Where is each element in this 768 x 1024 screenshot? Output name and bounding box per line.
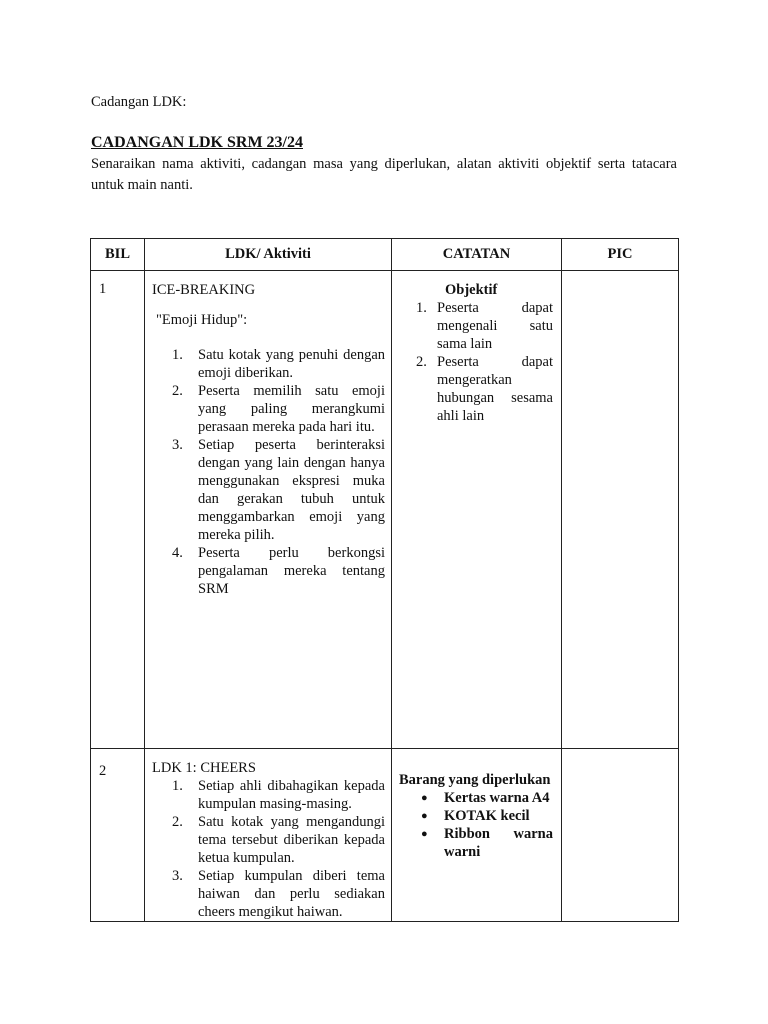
intro-paragraph: Senaraikan nama aktiviti, cadangan masa yang diperlukan, alatan aktiviti objektif serta tatacara untuk main nanti.	[91, 156, 677, 193]
row-pic	[562, 749, 679, 922]
table-row	[91, 749, 679, 922]
list-item: ● Kertas warna A4	[421, 790, 550, 806]
top-label: Cadangan LDK:	[91, 94, 187, 110]
activity-steps	[152, 346, 385, 598]
table-header-row	[91, 239, 679, 271]
header-catatan: CATATAN	[392, 239, 562, 271]
list-item: 4. Peserta perlu berkongsi pengalaman mereka tentang SRM	[172, 545, 385, 597]
activity-title: ICE-BREAKING	[152, 282, 256, 298]
ldk-table	[90, 238, 679, 922]
list-item: 2. Peserta memilih satu emoji yang paling merangkumi perasaan mereka pada hari itu.	[172, 383, 385, 435]
bullet-icon: ●	[421, 810, 428, 822]
catatan-title: Objektif	[445, 282, 498, 298]
activity-steps	[152, 777, 385, 921]
activity-subtitle: "Emoji Hidup":	[156, 312, 248, 328]
list-item: 1. Peserta dapat mengenali satu sama lain	[416, 300, 553, 352]
list-item: 1. Satu kotak yang penuhi dengan emoji diberikan.	[172, 347, 385, 381]
row-bil: 1	[91, 271, 145, 749]
document-title: CADANGAN LDK SRM 23/24	[91, 134, 303, 151]
table-row	[91, 271, 679, 749]
header-activity: LDK/ Aktiviti	[145, 239, 392, 271]
bullet-icon: ●	[421, 828, 428, 840]
list-item: 3. Setiap peserta berinteraksi dengan yang lain dengan hanya menggunakan ekspresi muka dan gerakan tubuh untuk menggambarkan emoji yang mereka pilih.	[172, 437, 385, 543]
list-item: 2. Peserta dapat mengeratkan hubungan sesama ahli lain	[416, 354, 553, 424]
objective-list	[399, 299, 553, 425]
list-item: ● Ribbon warna warni	[421, 826, 553, 860]
header-bil: BIL	[91, 239, 145, 271]
bullet-icon: ●	[421, 792, 428, 804]
header-pic: PIC	[562, 239, 679, 271]
row-activity-cell	[145, 749, 392, 922]
list-item: 3. Setiap kumpulan diberi tema haiwan dan perlu sediakan cheers mengikut haiwan.	[172, 868, 385, 920]
row-catatan-cell	[392, 749, 562, 922]
row-pic	[562, 271, 679, 749]
list-item: 2. Satu kotak yang mengandungi tema tersebut diberikan kepada ketua kumpulan.	[172, 814, 385, 866]
activity-title: LDK 1: CHEERS	[152, 760, 256, 776]
items-needed-list	[399, 789, 553, 861]
row-activity-cell	[145, 271, 392, 749]
row-bil: 2	[91, 749, 145, 922]
list-item: 1. Setiap ahli dibahagikan kepada kumpulan masing-masing.	[172, 778, 385, 812]
row-catatan-cell	[392, 271, 562, 749]
catatan-title: Barang yang diperlukan	[399, 772, 551, 788]
list-item: ● KOTAK kecil	[421, 808, 530, 824]
